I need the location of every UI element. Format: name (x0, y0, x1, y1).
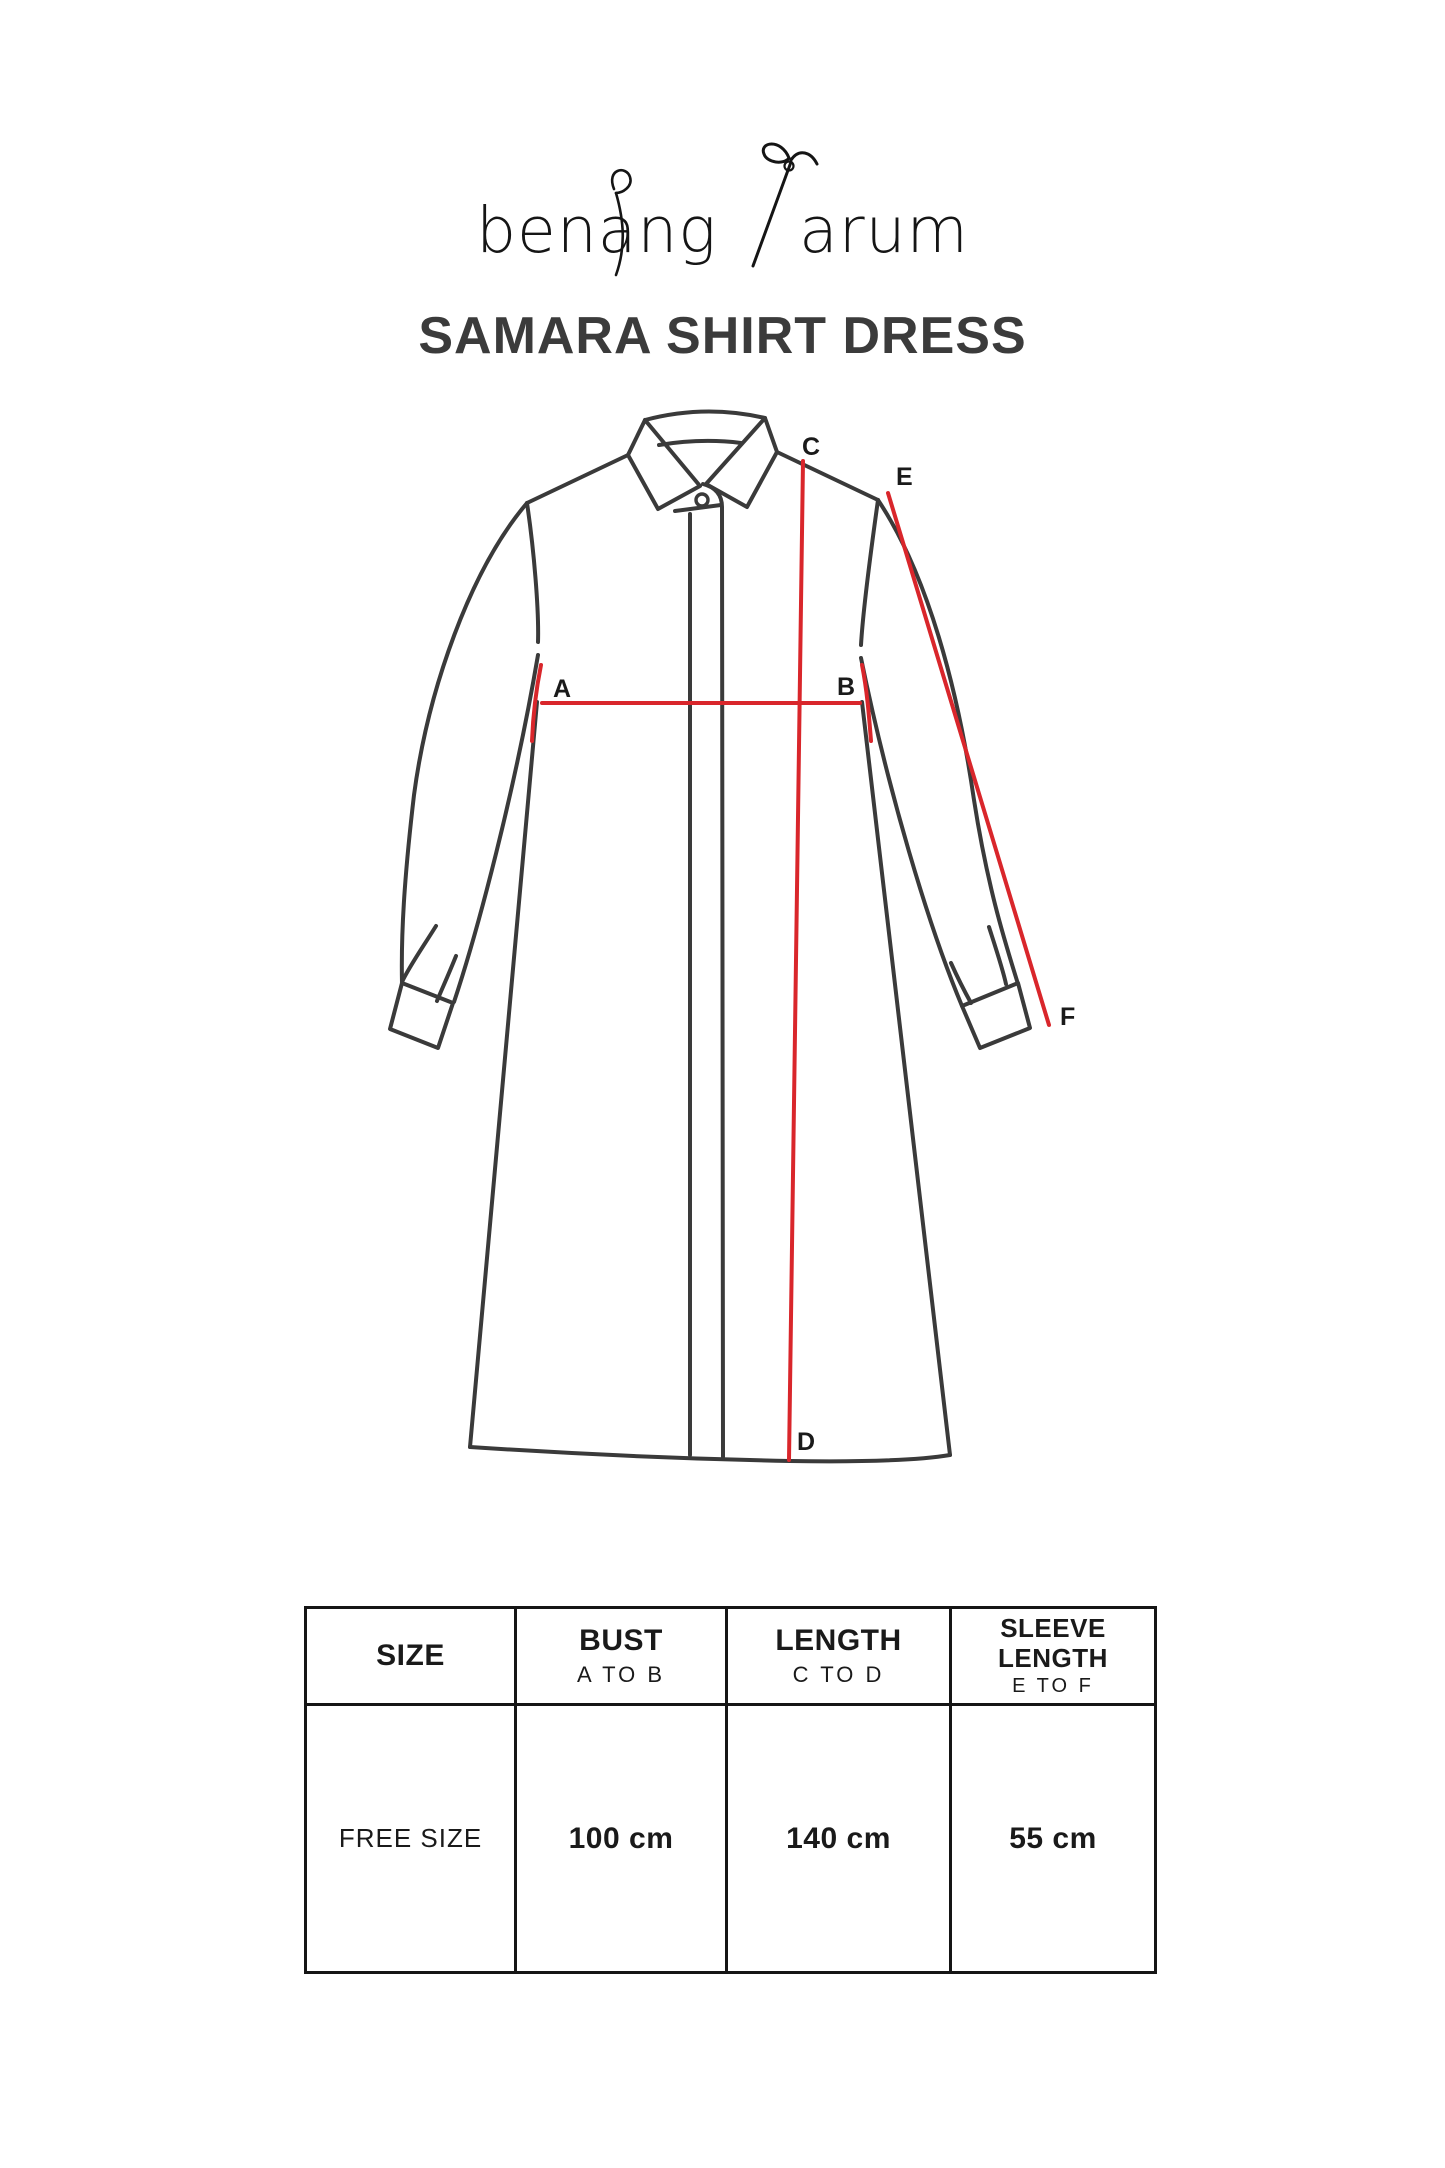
collar-left-leaf-path (628, 420, 700, 509)
header-sleeve-sub: E TO F (1012, 1675, 1094, 1698)
gather-left-1-path (402, 926, 436, 982)
shoulder-left-path (527, 455, 628, 503)
label-a: A (553, 675, 572, 703)
collar-fold-path (659, 441, 741, 445)
shoulder-right-path (777, 452, 878, 500)
header-bust-sub: A TO B (576, 1662, 666, 1688)
logo-text-ben: ben (476, 194, 598, 267)
size-table-header-row (306, 1608, 1156, 1705)
length-value: 140 cm (786, 1821, 891, 1855)
measurement-labels (553, 433, 1075, 1456)
header-length-label: LENGTH (775, 1623, 902, 1657)
header-cell-sleeve-length (951, 1608, 1156, 1705)
sleeve-value: 55 cm (1009, 1821, 1097, 1855)
placket-right-path (703, 484, 723, 1457)
value-cell-bust (516, 1705, 727, 1973)
free-size-value: FREE SIZE (338, 1823, 483, 1853)
label-d: D (797, 1428, 816, 1456)
cuff-left-path (390, 983, 453, 1048)
header-cell-bust (516, 1608, 727, 1705)
label-e: E (896, 463, 913, 491)
side-seam-left-path (470, 702, 537, 1447)
label-c: C (802, 433, 821, 461)
bust-value: 100 cm (568, 1821, 674, 1855)
logo-text-ng: ng (637, 194, 718, 267)
measurement-lines (532, 461, 1049, 1460)
collar-band-path (645, 411, 765, 420)
value-cell-length (727, 1705, 951, 1973)
sleeve-measure-line (888, 493, 1049, 1025)
logo-letter-a: a (598, 199, 638, 262)
size-table-value-row (306, 1705, 1156, 1973)
sleeve-right-outer-path (878, 500, 1018, 984)
gather-left-2-path (437, 956, 456, 1001)
hem-path (470, 1447, 950, 1461)
size-table (304, 1606, 1157, 1974)
product-title: SAMARA SHIRT DRESS (418, 307, 1027, 365)
dress-line-art (390, 411, 1030, 1461)
cuff-right-path (962, 983, 1030, 1048)
header-size-label: SIZE (376, 1638, 445, 1672)
header-length-sub: C TO D (792, 1662, 885, 1688)
value-cell-sleeve (951, 1705, 1156, 1973)
header-bust-label: BUST (579, 1623, 663, 1657)
side-seam-right-path (862, 702, 950, 1455)
header-cell-length (727, 1608, 951, 1705)
length-measure-line (789, 461, 803, 1460)
header-sleeve-label: SLEEVE LENGTH (998, 1612, 1108, 1673)
label-b: B (837, 673, 856, 701)
button-icon (696, 494, 708, 506)
armhole-left-path (527, 503, 538, 642)
header-cell-size (306, 1608, 516, 1705)
logo-text-arum: arum (799, 194, 969, 267)
label-f: F (1060, 1003, 1076, 1031)
value-cell-size (306, 1705, 516, 1973)
sleeve-left-outer-path (402, 503, 527, 983)
armhole-right-path (861, 500, 878, 645)
